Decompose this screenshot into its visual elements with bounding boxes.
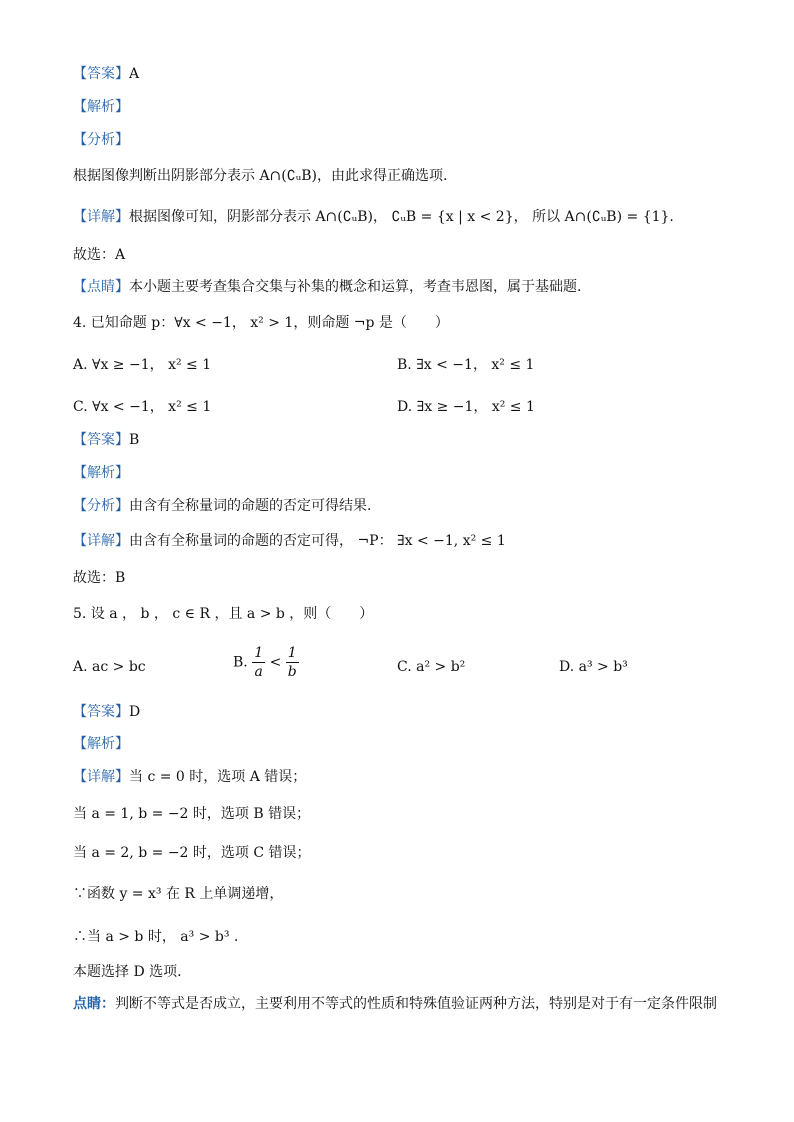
fenxi-tag: 【分析】	[73, 132, 129, 148]
frac-denominator: a	[254, 664, 263, 680]
q5-conclusion: 本题选择 D 选项.	[73, 964, 182, 980]
answer-value: B	[129, 432, 140, 448]
fraction-1-over-a	[252, 644, 265, 681]
fraction-1-over-b	[286, 644, 299, 681]
comment-tag: 【点睛】	[73, 279, 129, 295]
detail-text: 当 c = 0 时，选项 A 错误；	[129, 769, 307, 785]
frac-denominator: b	[287, 664, 297, 680]
analysis-tag: 【解析】	[73, 465, 129, 481]
answer-value: A	[129, 66, 140, 82]
answer-tag: 【答案】	[73, 432, 129, 448]
q5-analysis-line	[73, 734, 129, 754]
answer-value: D	[129, 704, 141, 720]
q3-analysis-line	[73, 97, 129, 117]
q5-detail-2: 当 a = 1, b = −2 时，选项 B 错误；	[73, 806, 311, 822]
q5-detail-5: ∴当 a > b 时， a³ > b³ .	[73, 929, 239, 945]
analysis-tag: 【解析】	[73, 736, 129, 752]
detail-tag: 【详解】	[73, 533, 129, 549]
q4-detail-line	[73, 531, 506, 551]
fenxi-tag: 【分析】	[73, 498, 129, 514]
q5-option-b	[233, 644, 299, 681]
q5-comment-line	[73, 994, 717, 1014]
frac-numerator: 1	[254, 645, 264, 661]
q4-answer-line	[73, 430, 139, 450]
q3-fenxi-text: 根据图像判断出阴影部分表示 A∩(∁ᵤB)，由此求得正确选项.	[73, 168, 448, 184]
q5-option-c: C. a² > b²	[397, 659, 466, 675]
detail-text: 由含有全称量词的命题的否定可得， ¬P： ∃x < −1, x² ≤ 1	[129, 533, 506, 549]
q4-option-a: A. ∀x ≥ −1， x² ≤ 1	[73, 357, 212, 373]
q5-detail-3: 当 a = 2, b = −2 时，选项 C 错误；	[73, 845, 311, 861]
answer-tag: 【答案】	[73, 66, 129, 82]
comment-text: 本小题主要考查集合交集与补集的概念和运算，考查韦恩图，属于基础题.	[129, 279, 582, 295]
comment-tag: 点睛：	[73, 996, 115, 1012]
q3-choose: 故选：A	[73, 247, 126, 263]
comment-text: 判断不等式是否成立，主要利用不等式的性质和特殊值验证两种方法，特别是对于有一定条件限制	[115, 996, 717, 1012]
q4-fenxi-line	[73, 496, 371, 516]
option-b-label: B.	[233, 654, 248, 671]
detail-tag: 【详解】	[73, 209, 129, 225]
q4-option-c: C. ∀x < −1， x² ≤ 1	[73, 399, 212, 415]
q5-detail-4: ∵函数 y = x³ 在 R 上单调递增，	[73, 886, 284, 902]
detail-tag: 【详解】	[73, 769, 129, 785]
q5-option-d: D. a³ > b³	[559, 659, 628, 675]
less-than-sign: <	[269, 654, 282, 671]
q3-fenxi-tag-line	[73, 130, 129, 150]
q4-analysis-line	[73, 463, 129, 483]
q4-option-b: B. ∃x < −1， x² ≤ 1	[397, 357, 535, 373]
q3-answer-line	[73, 64, 139, 84]
q4-stem: 4. 已知命题 p：∀x < −1， x² > 1，则命题 ¬p 是（ ）	[73, 315, 449, 331]
answer-tag: 【答案】	[73, 704, 129, 720]
q5-stem: 5. 设 a ， b ， c ∈ R ，且 a > b ，则（ ）	[73, 606, 374, 622]
q5-answer-line	[73, 702, 140, 722]
detail-text: 根据图像可知，阴影部分表示 A∩(∁ᵤB)， ∁ᵤB = {x | x < 2}， 所以 A∩(∁ᵤB) = {1}.	[129, 209, 674, 225]
analysis-tag: 【解析】	[73, 99, 129, 115]
q5-option-a: A. ac > bc	[73, 659, 146, 675]
frac-numerator: 1	[286, 644, 299, 663]
q4-option-d: D. ∃x ≥ −1， x² ≤ 1	[397, 399, 535, 415]
q3-comment-line	[73, 277, 581, 297]
q3-detail-line	[73, 207, 674, 227]
q4-choose: 故选：B	[73, 570, 126, 586]
fenxi-text: 由含有全称量词的命题的否定可得结果.	[129, 498, 372, 514]
q5-detail-line	[73, 767, 306, 787]
